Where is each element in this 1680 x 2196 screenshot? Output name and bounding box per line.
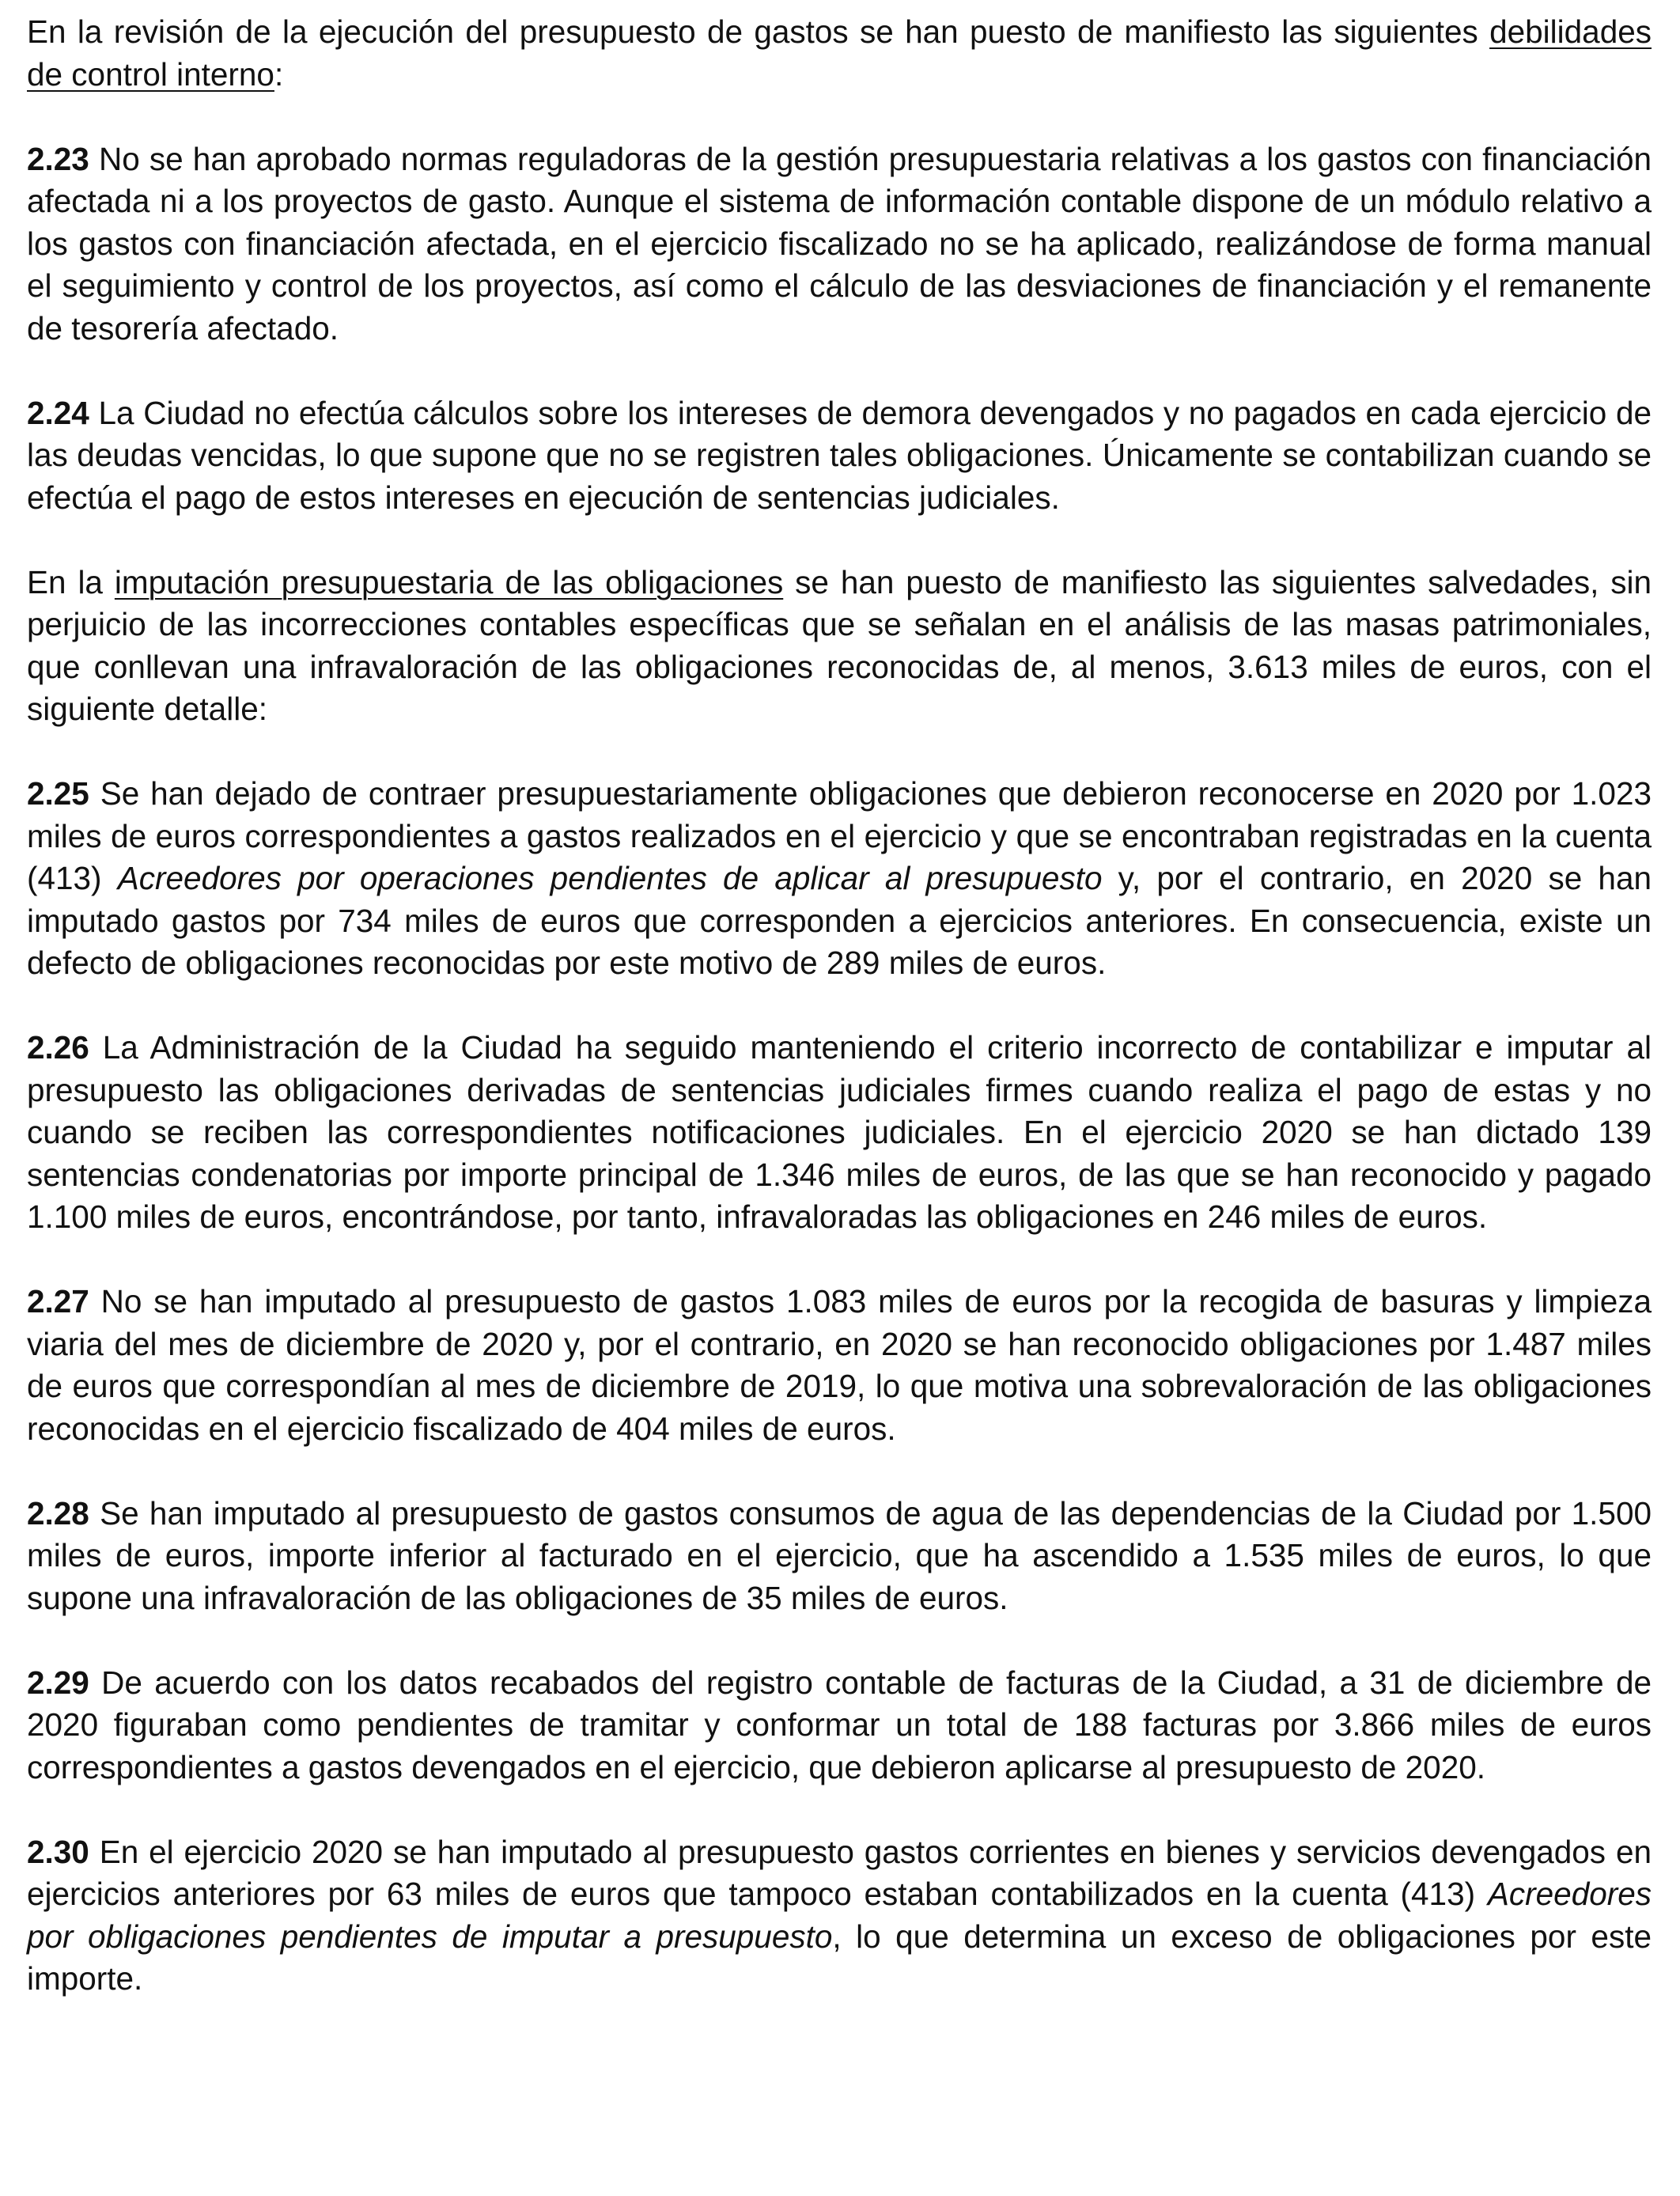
- paragraph-number: 2.26: [27, 1029, 89, 1066]
- intro-text: En la revisión de la ejecución del presupuesto de gastos se han puesto de manifiesto las siguientes: [27, 13, 1490, 50]
- paragraph-number: 2.25: [27, 775, 89, 812]
- intro-paragraph: [27, 11, 1652, 96]
- paragraph-2-24: [27, 392, 1652, 520]
- paragraph-text: No se han aprobado normas reguladoras de la gestión presupuestaria relativas a los gastos con financiación afectada ni a los proyectos de gasto. Aunque el sistema de información contable dispone de un módulo relativo a los gastos con financiación afectada, en el ejercicio fiscalizado no se ha aplicado, realizándose de forma manual el seguimiento y control de los proyectos, así como el cálculo de las desviaciones de financiación y el remanente de tesorería afectado.: [27, 140, 1652, 346]
- imputacion-text-end: se han puesto de manifiesto las siguientes salvedades, sin perjuicio de las incorrecciones contables específicas que se señalan en el análisis de las masas patrimoniales, que conllevan una infravaloración de las obligaciones reconocidas de, al menos, 3.613 miles de euros, con el siguiente detalle:: [27, 563, 1652, 727]
- imputacion-paragraph: [27, 562, 1652, 731]
- paragraph-text: Se han imputado al presupuesto de gastos consumos de agua de las dependencias de la Ciudad por 1.500 miles de euros, importe inferior al facturado en el ejercicio, que ha ascendido a 1.535 miles de euros, lo que supone una infravaloración de las obligaciones de 35 miles de euros.: [27, 1494, 1652, 1616]
- intro-text-end: :: [274, 55, 284, 93]
- paragraph-2-27: [27, 1281, 1652, 1450]
- paragraph-number: 2.28: [27, 1494, 89, 1532]
- paragraph-2-30: [27, 1831, 1652, 2001]
- document-page: [27, 11, 1652, 2001]
- imputacion-underlined-term: imputación presupuestaria de las obligaciones: [114, 563, 784, 600]
- paragraph-2-23: [27, 138, 1652, 350]
- paragraph-text: De acuerdo con los datos recabados del registro contable de facturas de la Ciudad, a 31 de diciembre de 2020 figuraban como pendientes de tramitar y conformar un total de 188 facturas por 3.866 miles de euros correspondientes a gastos devengados en el ejercicio, que debieron aplicarse al presupuesto de 2020.: [27, 1664, 1652, 1785]
- paragraph-2-28: [27, 1493, 1652, 1620]
- paragraph-text: La Ciudad no efectúa cálculos sobre los intereses de demora devengados y no pagados en cada ejercicio de las deudas vencidas, lo que supone que no se registren tales obligaciones. Únicamente se contabilizan cuando se efectúa el pago de estos intereses en ejecución de sentencias judiciales.: [27, 394, 1652, 516]
- paragraph-number: 2.29: [27, 1664, 89, 1701]
- paragraph-2-25: [27, 773, 1652, 985]
- paragraph-text: La Administración de la Ciudad ha seguido manteniendo el criterio incorrecto de contabilizar e imputar al presupuesto las obligaciones derivadas de sentencias judiciales firmes cuando realiza el pago de estas y no cuando se reciben las correspondientes notificaciones judiciales. En el ejercicio 2020 se han dictado 139 sentencias condenatorias por importe principal de 1.346 miles de euros, de las que se han reconocido y pagado 1.100 miles de euros, encontrándose, por tanto, infravaloradas las obligaciones en 246 miles de euros.: [27, 1029, 1652, 1235]
- intro-underlined-term: debilidades de control interno: [27, 13, 1652, 93]
- paragraph-text: No se han imputado al presupuesto de gastos 1.083 miles de euros por la recogida de basuras y limpieza viaria del mes de diciembre de 2020 y, por el contrario, en 2020 se han reconocido obligaciones por 1.487 miles de euros que correspondían al mes de diciembre de 2019, lo que motiva una sobrevaloración de las obligaciones reconocidas en el ejercicio fiscalizado de 404 miles de euros.: [27, 1283, 1652, 1447]
- paragraph-text: En el ejercicio 2020 se han imputado al presupuesto gastos corrientes en bienes y servicios devengados en ejercicios anteriores por 63 miles de euros que tampoco estaban contabilizados en la cuenta (413): [27, 1833, 1652, 1912]
- account-name-italic: Acreedores por operaciones pendientes de aplicar al presupuesto: [117, 860, 1103, 896]
- paragraph-text: Se han dejado de contraer presupuestariamente obligaciones que debieron reconocerse en 2020 por 1.023 miles de euros correspondientes a gastos realizados en el ejercicio y que se encontraban registradas en la cuenta (413): [27, 775, 1652, 896]
- account-name-italic: Acreedores por obligaciones pendientes de imputar a presupuesto: [27, 1876, 1652, 1955]
- paragraph-2-29: [27, 1662, 1652, 1789]
- paragraph-number: 2.23: [27, 140, 89, 177]
- paragraph-number: 2.24: [27, 394, 89, 431]
- paragraph-text-end: , lo que determina un exceso de obligaciones por este importe.: [27, 1918, 1652, 1997]
- paragraph-number: 2.27: [27, 1283, 89, 1319]
- paragraph-number: 2.30: [27, 1833, 89, 1870]
- paragraph-text-end: y, por el contrario, en 2020 se han imputado gastos por 734 miles de euros que corresponden a ejercicios anteriores. En consecuencia, existe un defecto de obligaciones reconocidas por este motivo de 289 miles de euros.: [27, 860, 1652, 981]
- paragraph-2-26: [27, 1027, 1652, 1239]
- imputacion-text: En la: [27, 563, 115, 600]
